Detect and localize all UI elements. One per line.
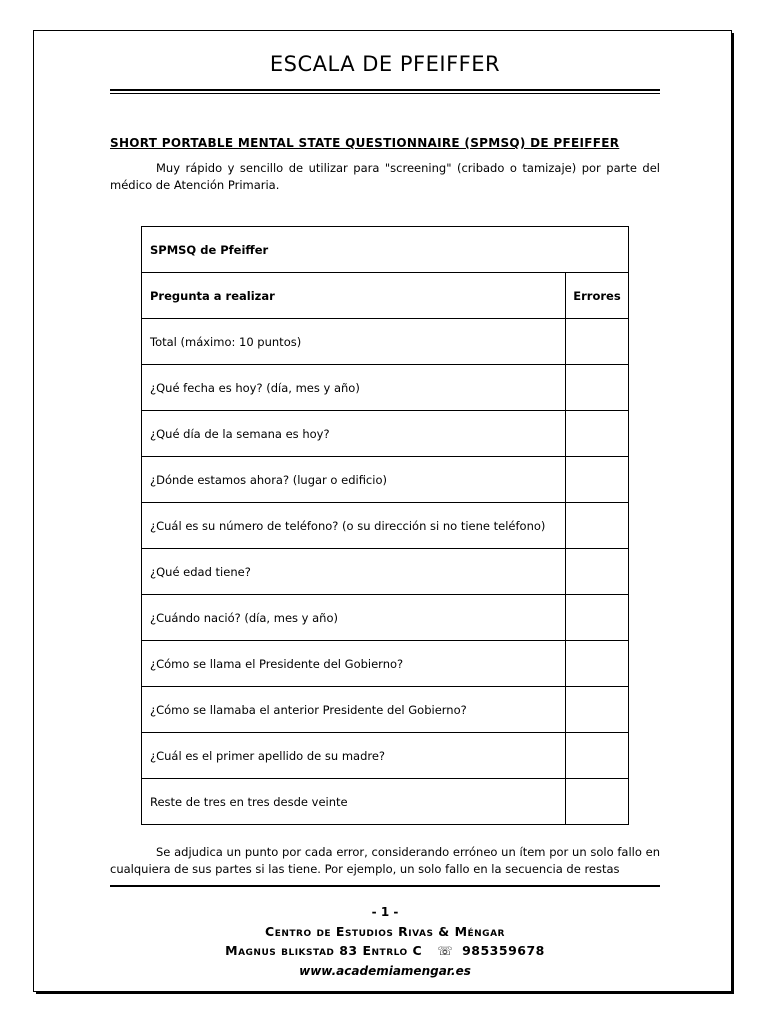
errors-cell[interactable]	[566, 733, 629, 779]
intro-paragraph: Muy rápido y sencillo de utilizar para "screening" (cribado o tamizaje) por parte del médico de Atención Primaria.	[110, 161, 660, 192]
errors-cell[interactable]	[566, 411, 629, 457]
table-title-row	[142, 227, 629, 273]
table-row	[142, 779, 629, 825]
telephone-icon: ☏	[437, 943, 454, 958]
question-cell: ¿Dónde estamos ahora? (lugar o edificio)	[142, 457, 566, 503]
question-cell: ¿Cuándo nació? (día, mes y año)	[142, 595, 566, 641]
errors-cell[interactable]	[566, 779, 629, 825]
table-row	[142, 319, 629, 365]
errors-cell[interactable]	[566, 549, 629, 595]
errors-cell[interactable]	[566, 503, 629, 549]
section-subtitle: SHORT PORTABLE MENTAL STATE QUESTIONNAIRE (SPMSQ) DE PFEIFFER	[110, 136, 620, 150]
footer-phone: 985359678	[462, 943, 545, 958]
closing-paragraph: Se adjudica un punto por cada error, considerando erróneo un ítem por un solo fallo en cualquiera de sus partes si las tiene. Por ejemplo, un solo fallo en la secuencia de restas	[110, 845, 660, 876]
question-cell: ¿Cuál es su número de teléfono? (o su dirección si no tiene teléfono)	[142, 503, 566, 549]
title-underline-thin	[110, 93, 660, 94]
table-row	[142, 687, 629, 733]
question-cell: ¿Qué fecha es hoy? (día, mes y año)	[142, 365, 566, 411]
errors-cell[interactable]	[566, 365, 629, 411]
table-title: SPMSQ de Pfeiffer	[142, 227, 629, 273]
question-cell: Reste de tres en tres desde veinte	[142, 779, 566, 825]
errors-cell[interactable]	[566, 457, 629, 503]
table-row	[142, 411, 629, 457]
page-title: ESCALA DE PFEIFFER	[269, 52, 501, 76]
errors-cell[interactable]	[566, 641, 629, 687]
table-row	[142, 733, 629, 779]
footer-address: Magnus blikstad 83 Entrlo C	[225, 943, 423, 958]
table-row	[142, 503, 629, 549]
column-header-question: Pregunta a realizar	[142, 273, 566, 319]
table-row	[142, 595, 629, 641]
question-cell: ¿Qué edad tiene?	[142, 549, 566, 595]
errors-cell[interactable]	[566, 687, 629, 733]
table-header-row	[142, 273, 629, 319]
page-shadow-right	[732, 33, 734, 994]
question-cell: ¿Cómo se llamaba el anterior Presidente del Gobierno?	[142, 687, 566, 733]
errors-cell[interactable]	[566, 595, 629, 641]
question-cell: ¿Cuál es el primer apellido de su madre?	[142, 733, 566, 779]
table-row	[142, 641, 629, 687]
table-row	[142, 457, 629, 503]
table-row	[142, 549, 629, 595]
question-cell: ¿Qué día de la semana es hoy?	[142, 411, 566, 457]
question-cell: Total (máximo: 10 puntos)	[142, 319, 566, 365]
page-number: - 1 -	[371, 905, 399, 919]
footer-website: www.academiamengar.es	[299, 964, 471, 978]
column-header-errors: Errores	[566, 273, 629, 319]
page-shadow-bottom	[36, 992, 734, 994]
footer-center-name: Centro de Estudios Rivas & Méngar	[265, 924, 505, 939]
footer-rule	[110, 885, 660, 887]
errors-cell[interactable]	[566, 319, 629, 365]
title-underline-thick	[110, 89, 660, 91]
table-row	[142, 365, 629, 411]
question-cell: ¿Cómo se llama el Presidente del Gobierno?	[142, 641, 566, 687]
spmsq-table	[141, 226, 629, 825]
footer-address-line	[110, 943, 660, 958]
